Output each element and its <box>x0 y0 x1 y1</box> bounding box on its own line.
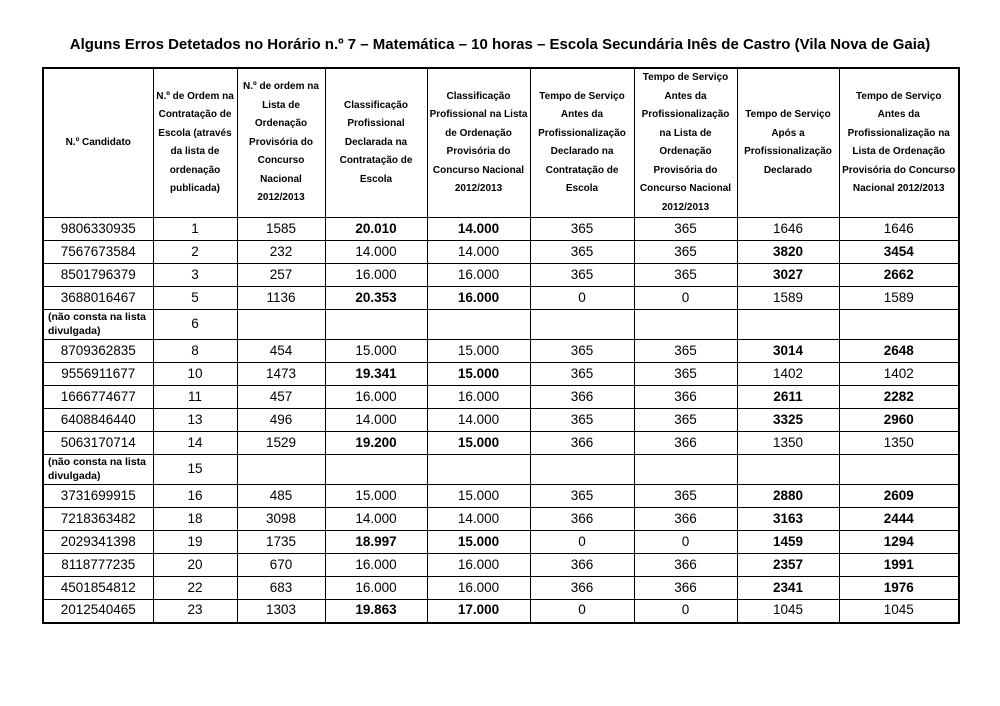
value-cell: 2357 <box>737 554 839 577</box>
column-header-3: Classificação Profissional Declarada na Contratação de Escola <box>325 68 427 218</box>
value-cell: 16.000 <box>427 287 530 310</box>
candidate-cell: 3688016467 <box>43 287 153 310</box>
table-row <box>43 577 959 600</box>
value-cell: 17.000 <box>427 600 530 623</box>
value-cell: 1589 <box>737 287 839 310</box>
value-cell: 365 <box>530 409 634 432</box>
value-cell: 14.000 <box>325 508 427 531</box>
value-cell: 0 <box>634 531 737 554</box>
value-cell: 1 <box>153 218 237 241</box>
value-cell <box>634 310 737 340</box>
value-cell: 14 <box>153 432 237 455</box>
value-cell: 1976 <box>839 577 959 600</box>
value-cell: 365 <box>530 241 634 264</box>
errors-table <box>42 67 960 624</box>
candidate-cell: 8709362835 <box>43 340 153 363</box>
value-cell: 1350 <box>839 432 959 455</box>
table-header <box>43 68 959 218</box>
value-cell: 3027 <box>737 264 839 287</box>
column-header-7: Tempo de Serviço Após a Profissionalização Declarado <box>737 68 839 218</box>
value-cell: 1473 <box>237 363 325 386</box>
table-row <box>43 485 959 508</box>
value-cell: 15.000 <box>427 485 530 508</box>
value-cell: 232 <box>237 241 325 264</box>
value-cell: 1350 <box>737 432 839 455</box>
value-cell: 19.200 <box>325 432 427 455</box>
value-cell: 2282 <box>839 386 959 409</box>
value-cell: 365 <box>634 340 737 363</box>
value-cell: 11 <box>153 386 237 409</box>
column-header-2: N.º de ordem na Lista de Ordenação Provisória do Concurso Nacional 2012/2013 <box>237 68 325 218</box>
value-cell: 1585 <box>237 218 325 241</box>
value-cell: 0 <box>634 600 737 623</box>
value-cell: 457 <box>237 386 325 409</box>
table-row <box>43 409 959 432</box>
value-cell: 15.000 <box>325 485 427 508</box>
value-cell: 365 <box>634 218 737 241</box>
value-cell <box>237 455 325 485</box>
value-cell: 23 <box>153 600 237 623</box>
value-cell: 365 <box>530 485 634 508</box>
table-row <box>43 554 959 577</box>
value-cell <box>737 455 839 485</box>
value-cell <box>427 310 530 340</box>
value-cell: 2609 <box>839 485 959 508</box>
value-cell: 2662 <box>839 264 959 287</box>
value-cell: 1646 <box>839 218 959 241</box>
value-cell: 257 <box>237 264 325 287</box>
value-cell: 1294 <box>839 531 959 554</box>
value-cell: 366 <box>530 432 634 455</box>
candidate-cell: (não consta na lista divulgada) <box>43 310 153 340</box>
value-cell: 2960 <box>839 409 959 432</box>
value-cell <box>839 310 959 340</box>
value-cell: 15.000 <box>427 531 530 554</box>
value-cell: 19 <box>153 531 237 554</box>
value-cell: 3 <box>153 264 237 287</box>
candidate-cell: 2029341398 <box>43 531 153 554</box>
value-cell: 366 <box>634 508 737 531</box>
value-cell: 365 <box>634 409 737 432</box>
value-cell: 20.353 <box>325 287 427 310</box>
value-cell: 366 <box>530 508 634 531</box>
value-cell: 14.000 <box>427 241 530 264</box>
table-row <box>43 508 959 531</box>
value-cell <box>634 455 737 485</box>
table-row <box>43 264 959 287</box>
value-cell: 3820 <box>737 241 839 264</box>
value-cell: 1529 <box>237 432 325 455</box>
value-cell: 15.000 <box>427 363 530 386</box>
value-cell: 2 <box>153 241 237 264</box>
value-cell: 16.000 <box>427 264 530 287</box>
value-cell: 365 <box>530 218 634 241</box>
value-cell: 16.000 <box>325 577 427 600</box>
value-cell: 1303 <box>237 600 325 623</box>
value-cell: 19.863 <box>325 600 427 623</box>
value-cell: 0 <box>530 287 634 310</box>
value-cell: 16 <box>153 485 237 508</box>
value-cell: 3163 <box>737 508 839 531</box>
column-header-5: Tempo de Serviço Antes da Profissionalização Declarado na Contratação de Escola <box>530 68 634 218</box>
value-cell: 14.000 <box>427 508 530 531</box>
value-cell: 366 <box>530 577 634 600</box>
value-cell: 20 <box>153 554 237 577</box>
value-cell: 366 <box>634 432 737 455</box>
value-cell: 16.000 <box>427 554 530 577</box>
value-cell: 683 <box>237 577 325 600</box>
value-cell: 10 <box>153 363 237 386</box>
column-header-4: Classificação Profissional na Lista de Ordenação Provisória do Concurso Nacional 2012/2013 <box>427 68 530 218</box>
value-cell: 16.000 <box>427 577 530 600</box>
candidate-cell: 7567673584 <box>43 241 153 264</box>
value-cell: 6 <box>153 310 237 340</box>
value-cell: 1646 <box>737 218 839 241</box>
value-cell <box>530 310 634 340</box>
value-cell <box>325 455 427 485</box>
value-cell: 22 <box>153 577 237 600</box>
column-header-0: N.º Candidato <box>43 68 153 218</box>
value-cell: 3098 <box>237 508 325 531</box>
candidate-cell: 2012540465 <box>43 600 153 623</box>
value-cell: 14.000 <box>427 218 530 241</box>
value-cell: 2444 <box>839 508 959 531</box>
value-cell: 365 <box>530 264 634 287</box>
value-cell: 1136 <box>237 287 325 310</box>
value-cell: 1402 <box>737 363 839 386</box>
value-cell: 366 <box>634 554 737 577</box>
value-cell: 365 <box>530 340 634 363</box>
table-row <box>43 218 959 241</box>
value-cell: 18.997 <box>325 531 427 554</box>
value-cell <box>237 310 325 340</box>
value-cell: 15.000 <box>427 340 530 363</box>
value-cell: 0 <box>530 531 634 554</box>
value-cell <box>839 455 959 485</box>
value-cell: 366 <box>530 386 634 409</box>
value-cell: 366 <box>634 577 737 600</box>
value-cell: 3014 <box>737 340 839 363</box>
table-row <box>43 287 959 310</box>
value-cell: 5 <box>153 287 237 310</box>
candidate-cell: 9556911677 <box>43 363 153 386</box>
value-cell: 365 <box>634 241 737 264</box>
table-row <box>43 531 959 554</box>
column-header-8: Tempo de Serviço Antes da Profissionalização na Lista de Ordenação Provisória do Concurso Nacional 2012/2013 <box>839 68 959 218</box>
value-cell: 670 <box>237 554 325 577</box>
table-row <box>43 386 959 409</box>
value-cell: 2611 <box>737 386 839 409</box>
value-cell: 18 <box>153 508 237 531</box>
header-row <box>43 68 959 218</box>
table-row <box>43 241 959 264</box>
value-cell: 496 <box>237 409 325 432</box>
value-cell: 3454 <box>839 241 959 264</box>
value-cell: 454 <box>237 340 325 363</box>
candidate-cell: 1666774677 <box>43 386 153 409</box>
candidate-cell: 8501796379 <box>43 264 153 287</box>
value-cell: 366 <box>530 554 634 577</box>
candidate-cell: 9806330935 <box>43 218 153 241</box>
table-row <box>43 432 959 455</box>
value-cell: 15 <box>153 455 237 485</box>
value-cell: 0 <box>634 287 737 310</box>
value-cell: 485 <box>237 485 325 508</box>
page-title: Alguns Erros Detetados no Horário n.º 7 – Matemática – 10 horas – Escola Secundária Inês de Castro (Vila Nova de Gaia) <box>69 36 931 53</box>
candidate-cell: 7218363482 <box>43 508 153 531</box>
value-cell: 2648 <box>839 340 959 363</box>
candidate-cell: 5063170714 <box>43 432 153 455</box>
table-body <box>43 218 959 623</box>
candidate-cell: (não consta na lista divulgada) <box>43 455 153 485</box>
value-cell <box>530 455 634 485</box>
value-cell: 1459 <box>737 531 839 554</box>
value-cell <box>737 310 839 340</box>
value-cell: 1735 <box>237 531 325 554</box>
value-cell: 15.000 <box>427 432 530 455</box>
table-row <box>43 363 959 386</box>
value-cell: 14.000 <box>325 409 427 432</box>
value-cell: 15.000 <box>325 340 427 363</box>
value-cell: 14.000 <box>427 409 530 432</box>
value-cell: 8 <box>153 340 237 363</box>
value-cell: 366 <box>634 386 737 409</box>
value-cell: 3325 <box>737 409 839 432</box>
candidate-cell: 4501854812 <box>43 577 153 600</box>
value-cell: 1589 <box>839 287 959 310</box>
value-cell <box>325 310 427 340</box>
value-cell: 1045 <box>839 600 959 623</box>
value-cell: 20.010 <box>325 218 427 241</box>
value-cell: 1402 <box>839 363 959 386</box>
table-row <box>43 600 959 623</box>
candidate-cell: 6408846440 <box>43 409 153 432</box>
value-cell: 16.000 <box>325 554 427 577</box>
value-cell <box>427 455 530 485</box>
column-header-1: N.º de Ordem na Contratação de Escola (através da lista de ordenação publicada) <box>153 68 237 218</box>
value-cell: 13 <box>153 409 237 432</box>
value-cell: 16.000 <box>427 386 530 409</box>
value-cell: 14.000 <box>325 241 427 264</box>
value-cell: 365 <box>634 363 737 386</box>
value-cell: 2880 <box>737 485 839 508</box>
value-cell: 1045 <box>737 600 839 623</box>
value-cell: 19.341 <box>325 363 427 386</box>
value-cell: 365 <box>634 485 737 508</box>
value-cell: 2341 <box>737 577 839 600</box>
table-row <box>43 340 959 363</box>
candidate-cell: 8118777235 <box>43 554 153 577</box>
value-cell: 365 <box>634 264 737 287</box>
value-cell: 16.000 <box>325 386 427 409</box>
column-header-6: Tempo de Serviço Antes da Profissionalização na Lista de Ordenação Provisória do Concurso Nacional 2012/2013 <box>634 68 737 218</box>
value-cell: 1991 <box>839 554 959 577</box>
value-cell: 0 <box>530 600 634 623</box>
table-row-note <box>43 455 959 485</box>
value-cell: 16.000 <box>325 264 427 287</box>
table-row-note <box>43 310 959 340</box>
value-cell: 365 <box>530 363 634 386</box>
candidate-cell: 3731699915 <box>43 485 153 508</box>
